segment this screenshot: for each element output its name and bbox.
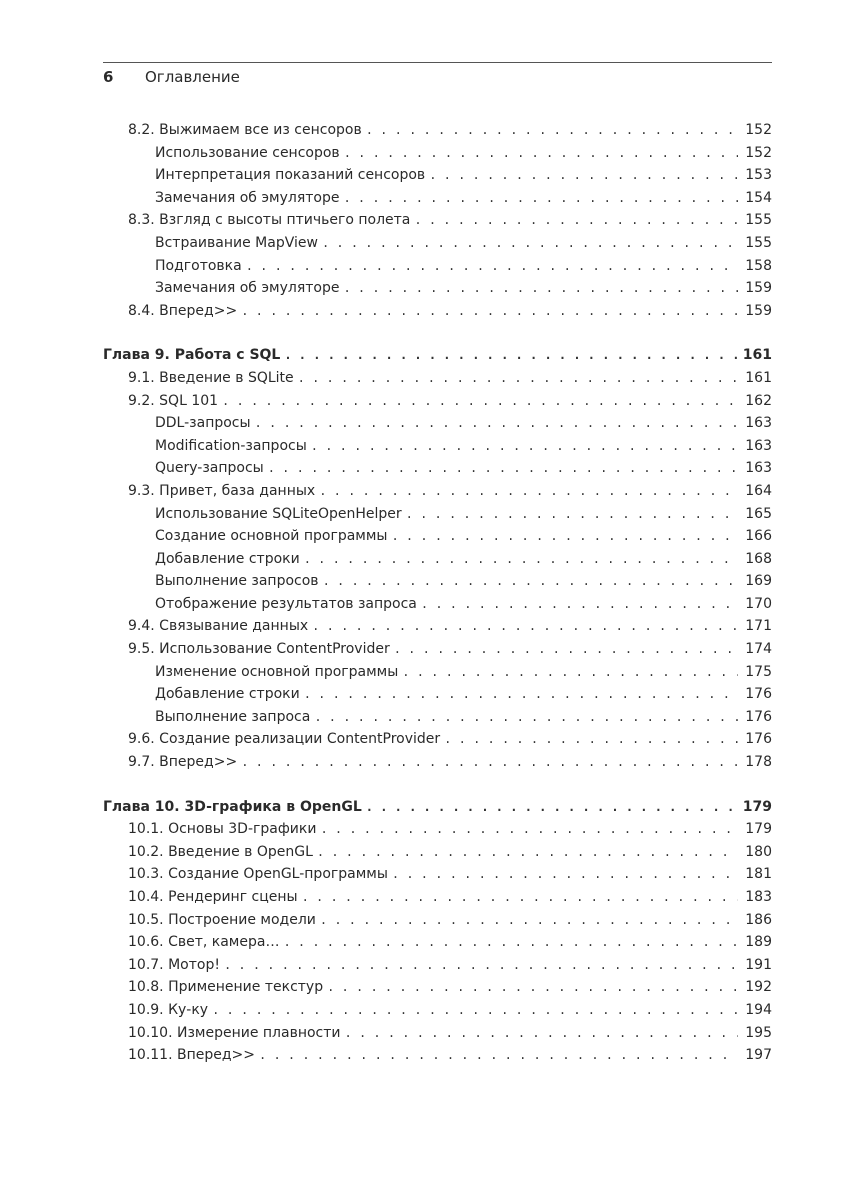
dot-leader (343, 187, 738, 210)
toc-entry-page: 164 (745, 482, 772, 499)
toc-entry-title: 10.10. Измерение плавности (128, 1024, 341, 1041)
toc-entry[interactable] (103, 909, 772, 932)
dot-leader (222, 390, 738, 413)
page-number: 6 (103, 68, 114, 86)
toc-entry-page: 155 (745, 234, 772, 251)
toc-entry-page: 176 (745, 708, 772, 725)
dot-leader (246, 255, 738, 278)
toc-entry-page: 163 (745, 437, 772, 454)
toc-entry-page: 191 (745, 956, 772, 973)
toc-entry-page: 159 (745, 302, 772, 319)
toc-entry-title: 8.2. Выжимаем все из сенсоров (128, 122, 362, 138)
dot-leader (394, 638, 738, 661)
toc-entry-page: 159 (745, 280, 772, 297)
toc-entry-page: 174 (745, 641, 772, 658)
toc-entry[interactable] (103, 119, 772, 142)
toc-entry-title: 8.3. Взгляд с высоты птичьего полета (128, 212, 411, 229)
toc-entry-title: 10.8. Применение текстур (128, 979, 324, 996)
table-of-contents (103, 119, 772, 1089)
toc-entry[interactable] (103, 209, 772, 232)
toc-entry[interactable] (103, 142, 772, 165)
dot-leader (255, 412, 738, 435)
toc-entry-title: 10.2. Введение в OpenGL (128, 843, 313, 860)
toc-entry[interactable] (103, 255, 772, 278)
toc-entry[interactable] (103, 277, 772, 300)
toc-entry-title: Query-запросы (155, 460, 264, 477)
toc-entry[interactable] (103, 435, 772, 458)
dot-leader (392, 863, 738, 886)
toc-entry-title: Выполнение запроса (155, 708, 311, 725)
toc-entry[interactable] (103, 480, 772, 503)
toc-section (103, 344, 772, 773)
dot-leader (402, 661, 738, 684)
running-head (103, 68, 240, 86)
toc-entry-page: 180 (745, 843, 772, 860)
toc-entry-page: 181 (745, 866, 772, 883)
dot-leader (320, 909, 738, 932)
toc-entry-title: Modification-запросы (155, 437, 307, 454)
dot-leader (345, 1022, 739, 1045)
toc-entry-page: 170 (745, 595, 772, 612)
toc-entry-page: 154 (745, 189, 772, 206)
toc-entry-page: 169 (745, 573, 772, 590)
dot-leader (304, 683, 738, 706)
dot-leader (241, 751, 738, 774)
toc-entry-title: Интерпретация показаний сенсоров (155, 167, 426, 184)
dot-leader (344, 142, 738, 165)
toc-entry-title: 10.5. Построение модели (128, 911, 316, 928)
toc-entry[interactable] (103, 390, 772, 413)
dot-leader (302, 886, 738, 909)
toc-entry[interactable] (103, 570, 772, 593)
toc-entry-page: 195 (745, 1024, 772, 1041)
toc-entry[interactable] (103, 661, 772, 684)
toc-entry-page: 161 (745, 369, 772, 386)
toc-entry-title: 10.9. Ку-ку (128, 1001, 209, 1018)
toc-entry-title: Использование сенсоров (155, 144, 340, 161)
toc-entry[interactable] (103, 525, 772, 548)
dot-leader (366, 119, 738, 142)
toc-entry-title: Добавление строки (155, 550, 300, 567)
dot-leader (298, 367, 738, 390)
toc-entry-page: 155 (745, 212, 772, 229)
toc-entry[interactable] (103, 954, 772, 977)
dot-leader (319, 480, 738, 503)
toc-entry[interactable] (103, 728, 772, 751)
toc-entry[interactable] (103, 863, 772, 886)
dot-leader (304, 548, 738, 571)
dot-leader (320, 818, 738, 841)
toc-chapter-entry[interactable] (103, 344, 772, 367)
toc-entry[interactable] (103, 412, 772, 435)
toc-entry-page: 152 (745, 122, 772, 138)
toc-entry[interactable] (103, 503, 772, 526)
toc-entry-title: 9.7. Вперед>> (128, 754, 238, 771)
toc-entry[interactable] (103, 367, 772, 390)
toc-entry-page: 176 (745, 731, 772, 748)
dot-leader (429, 164, 738, 187)
toc-entry-title: 10.3. Создание OpenGL-программы (128, 866, 388, 883)
toc-entry-title: 10.11. Вперед>> (128, 1047, 255, 1064)
dot-leader (322, 232, 738, 255)
toc-entry-page: 163 (745, 460, 772, 477)
toc-entry-page: 166 (745, 528, 772, 545)
toc-section (103, 796, 772, 1067)
dot-leader (317, 841, 738, 864)
toc-entry[interactable] (103, 638, 772, 661)
toc-entry[interactable] (103, 187, 772, 210)
toc-entry-page: 158 (745, 257, 772, 274)
toc-entry-page: 189 (745, 934, 772, 951)
toc-entry[interactable] (103, 1044, 772, 1067)
toc-entry[interactable] (103, 999, 772, 1022)
running-head-title: Оглавление (145, 68, 240, 86)
toc-entry[interactable] (103, 818, 772, 841)
toc-entry-title: Глава 9. Работа с SQL (103, 347, 281, 364)
toc-entry[interactable] (103, 886, 772, 909)
toc-entry[interactable] (103, 548, 772, 571)
dot-leader (343, 277, 738, 300)
toc-entry-title: DDL-запросы (155, 415, 251, 432)
toc-entry-title: Создание основной программы (155, 528, 388, 545)
toc-entry-title: 8.4. Вперед>> (128, 302, 238, 319)
dot-leader (224, 954, 738, 977)
toc-entry[interactable] (103, 593, 772, 616)
toc-entry-title: Замечания об эмуляторе (155, 189, 340, 206)
header-rule (103, 62, 772, 63)
toc-entry-page: 176 (745, 686, 772, 703)
toc-entry[interactable] (103, 1022, 772, 1045)
toc-entry[interactable] (103, 706, 772, 729)
toc-entry[interactable] (103, 164, 772, 187)
toc-entry-page: 162 (745, 392, 772, 409)
dot-leader (366, 796, 738, 819)
toc-entry[interactable] (103, 683, 772, 706)
toc-entry-page: 165 (745, 505, 772, 522)
toc-entry-page: 192 (745, 979, 772, 996)
toc-entry-page: 179 (742, 798, 772, 815)
toc-entry-page: 171 (745, 618, 772, 635)
dot-leader (314, 706, 738, 729)
toc-entry[interactable] (103, 300, 772, 323)
toc-entry-page: 178 (745, 754, 772, 771)
dot-leader (268, 457, 738, 480)
toc-entry-title: 9.6. Создание реализации ContentProvider (128, 731, 441, 748)
toc-entry[interactable] (103, 615, 772, 638)
dot-leader (406, 503, 738, 526)
toc-entry-page: 161 (742, 347, 772, 364)
toc-entry-page: 168 (745, 550, 772, 567)
toc-entry[interactable] (103, 232, 772, 255)
toc-entry-title: 9.5. Использование ContentProvider (128, 641, 390, 658)
dot-leader (283, 931, 738, 954)
dot-leader (241, 300, 738, 323)
toc-entry-page: 175 (745, 663, 772, 680)
toc-entry-title: 9.4. Связывание данных (128, 618, 309, 635)
toc-entry-title: Добавление строки (155, 686, 300, 703)
dot-leader (421, 593, 738, 616)
toc-entry[interactable] (103, 931, 772, 954)
dot-leader (323, 570, 738, 593)
toc-entry-title: 9.2. SQL 101 (128, 392, 219, 409)
toc-chapter-entry[interactable] (103, 796, 772, 819)
toc-entry-title: 10.4. Рендеринг сцены (128, 889, 298, 905)
toc-entry-page: 179 (745, 821, 772, 838)
toc-entry-title: 10.1. Основы 3D-графики (128, 821, 317, 838)
toc-entry-title: Замечания об эмуляторе (155, 280, 340, 297)
toc-entry-title: 9.1. Введение в SQLite (128, 369, 294, 386)
dot-leader (414, 209, 738, 232)
dot-leader (312, 615, 738, 638)
toc-entry[interactable] (103, 841, 772, 864)
toc-entry-title: Отображение результатов запроса (155, 595, 417, 612)
toc-entry-title: Использование SQLiteOpenHelper (155, 505, 402, 522)
toc-entry-page: 186 (745, 911, 772, 928)
toc-entry-title: Встраивание MapView (155, 234, 318, 251)
toc-entry-title: 9.3. Привет, база данных (128, 482, 316, 499)
toc-entry-title: Глава 10. 3D-графика в OpenGL (103, 798, 362, 815)
dot-leader (311, 435, 738, 458)
dot-leader (259, 1044, 738, 1067)
toc-section (103, 119, 772, 322)
dot-leader (444, 728, 738, 751)
toc-entry-page: 197 (745, 1047, 772, 1064)
toc-entry-page: 153 (745, 167, 772, 184)
toc-entry-page: 194 (745, 1001, 772, 1018)
dot-leader (391, 525, 738, 548)
toc-entry[interactable] (103, 976, 772, 999)
toc-entry-title: Подготовка (155, 257, 242, 274)
toc-entry-title: 10.6. Свет, камера… (128, 934, 280, 951)
toc-entry-title: 10.7. Мотор! (128, 956, 220, 973)
toc-entry-title: Выполнение запросов (155, 573, 319, 590)
toc-entry-page: 163 (745, 415, 772, 432)
toc-entry-title: Изменение основной программы (155, 663, 399, 680)
dot-leader (212, 999, 738, 1022)
toc-entry-page: 183 (745, 889, 772, 905)
dot-leader (284, 344, 738, 367)
dot-leader (327, 976, 738, 999)
toc-entry-page: 152 (745, 144, 772, 161)
toc-entry[interactable] (103, 751, 772, 774)
toc-entry[interactable] (103, 457, 772, 480)
